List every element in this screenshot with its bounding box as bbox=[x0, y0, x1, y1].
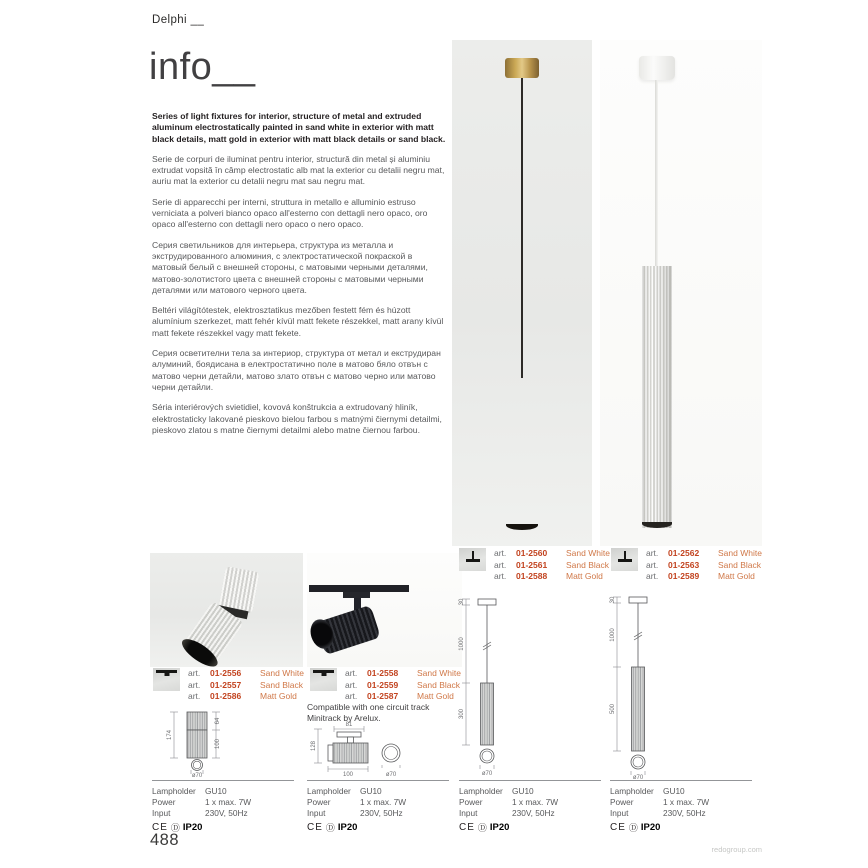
art-label: art. bbox=[345, 679, 358, 690]
page-title: info__ bbox=[149, 46, 256, 88]
variant-rows bbox=[646, 548, 762, 583]
spec-label: Lampholder bbox=[459, 786, 503, 796]
product-photo-pendant-gold bbox=[452, 40, 592, 546]
variant-legend-pendant-300 bbox=[459, 548, 610, 583]
insulation-class-icon: Ⓓ bbox=[325, 823, 335, 833]
pendant-canopy bbox=[505, 58, 539, 78]
pendant-mount-icon bbox=[611, 548, 638, 571]
spec-value: 1 x max. 7W bbox=[360, 797, 407, 807]
ip-rating: IP20 bbox=[337, 822, 358, 833]
article-code: 01-2556 bbox=[210, 668, 242, 678]
spec-value: 1 x max. 7W bbox=[512, 797, 559, 807]
track-glyph-icon bbox=[313, 670, 334, 673]
intro-paragraph-ro: Serie de corpuri de iluminat pentru interior, structură din metal și aluminiu extrudat vopsită în câmp electrostatic alb mat la exterior cu detalii negru mat, auriu mat la exterior cu detalii negru mat sau negru mat. bbox=[152, 153, 445, 187]
finish-name: Sand Black bbox=[718, 559, 761, 570]
art-label: art. bbox=[494, 548, 507, 558]
article-code: 01-2560 bbox=[516, 548, 548, 558]
spec-value: 230V, 50Hz bbox=[360, 808, 403, 818]
track-compatibility-note: Compatible with one circuit track Minitrack by Arelux. bbox=[307, 702, 430, 723]
pendant-cylinder bbox=[505, 378, 539, 530]
art-label: art. bbox=[646, 559, 659, 570]
dim-diameter: ø70 bbox=[191, 773, 203, 778]
art-label: art. bbox=[646, 548, 659, 558]
spec-label: Power bbox=[307, 797, 331, 807]
ip-rating: IP20 bbox=[640, 822, 661, 833]
art-label: art. bbox=[188, 679, 201, 690]
spec-value: 230V, 50Hz bbox=[205, 808, 248, 818]
dimension-drawing-track-spot bbox=[303, 720, 417, 778]
pendant-canopy bbox=[639, 56, 675, 80]
finish-name: Matt Gold bbox=[417, 691, 454, 702]
dim-diameter: ø70 bbox=[632, 775, 644, 781]
spec-value: 230V, 50Hz bbox=[512, 808, 555, 818]
variant-legend-pendant-500 bbox=[611, 548, 762, 583]
spec-label: Lampholder bbox=[152, 786, 196, 796]
ce-mark-icon: CE bbox=[307, 822, 323, 833]
spec-label: Power bbox=[459, 797, 483, 807]
page-number: 488 bbox=[150, 831, 180, 849]
finish-name: Sand White bbox=[260, 668, 304, 678]
spec-block-ceiling-spot bbox=[152, 780, 294, 834]
insulation-class-icon: Ⓓ bbox=[628, 823, 638, 833]
dim-body-length: 100 bbox=[342, 772, 354, 778]
art-label: art. bbox=[188, 668, 201, 678]
dim-bottom-section: 100 bbox=[215, 738, 221, 750]
intro-lead-en: Series of light fixtures for interior, structure of metal and extruded aluminum electrostatically painted in sand white in exterior with matt black details, matt gold in exterior with matt black details or sand black. bbox=[152, 111, 446, 144]
spec-value: GU10 bbox=[360, 786, 382, 796]
article-code: 01-2563 bbox=[668, 559, 700, 570]
variant-rows bbox=[188, 668, 304, 703]
finish-name: Sand White bbox=[718, 548, 762, 558]
pendant-mount-icon bbox=[459, 548, 486, 571]
variant-legend-track-spot bbox=[310, 668, 461, 703]
finish-name: Matt Gold bbox=[566, 571, 603, 582]
spec-value: GU10 bbox=[512, 786, 534, 796]
dim-total-height: 174 bbox=[167, 729, 173, 741]
spec-label: Lampholder bbox=[307, 786, 351, 796]
spec-label: Input bbox=[152, 808, 171, 818]
spec-value: GU10 bbox=[663, 786, 685, 796]
spec-value: GU10 bbox=[205, 786, 227, 796]
dim-diameter: ø70 bbox=[385, 772, 397, 778]
spec-label: Power bbox=[610, 797, 634, 807]
dim-total-height: 128 bbox=[311, 740, 317, 752]
ce-mark-icon: CE bbox=[459, 822, 475, 833]
spec-block-track-spot bbox=[307, 780, 449, 834]
spec-value: 230V, 50Hz bbox=[663, 808, 706, 818]
variant-rows bbox=[494, 548, 610, 583]
intro-paragraph-it: Serie di apparecchi per interni, struttura in metallo e alluminio estruso verniciata a polveri bianco opaco all'esterno con dettagli nero opaco, oro opaco all'esterno con dettagli nero opaco o nero opaco. bbox=[152, 196, 428, 230]
pendant-glyph-icon bbox=[472, 551, 474, 559]
art-label: art. bbox=[345, 691, 358, 702]
dim-suspension: 1000 bbox=[610, 628, 616, 642]
dim-body: 500 bbox=[610, 703, 616, 715]
dimension-drawing-pendant-300 bbox=[453, 591, 515, 779]
intro-text bbox=[152, 111, 448, 445]
finish-name: Matt Gold bbox=[718, 571, 755, 582]
product-photo-ceiling-spot bbox=[150, 553, 303, 667]
spec-label: Power bbox=[152, 797, 176, 807]
finish-name: Sand Black bbox=[417, 679, 460, 690]
article-code: 01-2586 bbox=[210, 691, 242, 702]
article-code: 01-2558 bbox=[367, 668, 399, 678]
dimension-drawing-ceiling-spot bbox=[149, 706, 245, 778]
finish-name: Sand Black bbox=[566, 559, 609, 570]
spec-label: Lampholder bbox=[610, 786, 654, 796]
dimension-drawing-pendant-500 bbox=[604, 589, 666, 781]
article-code: 01-2559 bbox=[367, 679, 399, 690]
article-code: 01-2561 bbox=[516, 559, 548, 570]
ce-mark-icon: CE bbox=[610, 822, 626, 833]
spec-label: Input bbox=[459, 808, 478, 818]
dim-canopy: 30 bbox=[610, 596, 616, 604]
article-code: 01-2562 bbox=[668, 548, 700, 558]
intro-paragraph-sk: Séria interiérových svietidiel, kovová konštrukcia a extrudovaný hliník, elektrostaticky lakované pieskovo bielou farbou s matnými čiernymi detailmi, pieskovo zlatou s matne čiernymi detailmi alebo matne čiernou farbou. bbox=[152, 402, 442, 435]
pendant-glyph-icon bbox=[624, 551, 626, 559]
dim-diameter: ø70 bbox=[481, 771, 493, 777]
ip-rating: IP20 bbox=[182, 822, 203, 833]
dim-top-section: 64 bbox=[215, 717, 221, 725]
art-label: art. bbox=[646, 571, 659, 582]
variant-rows bbox=[345, 668, 461, 703]
variant-legend-ceiling-spot bbox=[153, 668, 304, 703]
ip-rating: IP20 bbox=[489, 822, 510, 833]
article-code: 01-2589 bbox=[668, 571, 700, 582]
pendant-cable bbox=[655, 80, 658, 266]
pendant-cylinder bbox=[642, 266, 672, 528]
product-photo-track-spot bbox=[307, 553, 462, 667]
finish-name: Sand White bbox=[417, 668, 461, 678]
dim-suspension: 1000 bbox=[459, 637, 465, 651]
spec-label: Input bbox=[307, 808, 326, 818]
pendant-cable bbox=[521, 78, 523, 378]
spec-value: 1 x max. 7W bbox=[205, 797, 252, 807]
dim-adapter-width: 81 bbox=[345, 722, 353, 728]
article-code: 01-2557 bbox=[210, 679, 242, 690]
spot-lens bbox=[178, 634, 222, 667]
website-url: redogroup.com bbox=[711, 845, 762, 854]
track-mount-icon bbox=[310, 668, 337, 691]
article-code: 01-2587 bbox=[367, 691, 399, 702]
spec-label: Input bbox=[610, 808, 629, 818]
finish-name: Matt Gold bbox=[260, 691, 297, 702]
dim-body: 300 bbox=[459, 708, 465, 720]
art-label: art. bbox=[494, 559, 507, 570]
spec-block-pendant-300 bbox=[459, 780, 601, 834]
spec-value: 1 x max. 7W bbox=[663, 797, 710, 807]
finish-name: Sand White bbox=[566, 548, 610, 558]
dim-canopy: 30 bbox=[459, 598, 465, 606]
ce-mark-icon: CE bbox=[152, 822, 168, 833]
surface-mount-icon bbox=[153, 668, 180, 691]
intro-paragraph-ru: Серия светильников для интерьера, структура из металла и экструдированного алюминия, с электростатической покраской в матовый белый с внешней стороны, с матовыми черными деталями, матово-золотистого цвета с внешней стороны с матовыми черными деталями или матового черного цвета. bbox=[152, 239, 428, 295]
finish-name: Sand Black bbox=[260, 679, 303, 690]
spec-block-pendant-500 bbox=[610, 780, 752, 834]
insulation-class-icon: Ⓓ bbox=[170, 823, 180, 833]
series-name: Delphi __ bbox=[152, 14, 205, 26]
product-photo-pendant-white bbox=[600, 40, 762, 546]
track-rail bbox=[309, 585, 409, 592]
intro-paragraph-hu: Beltéri világítótestek, elektrosztatikus mezőben festett fém és húzott alumínium szerkezet, matt fehér kívül matt fekete részekkel, matt arany kívül matt fekete részekkel vagy matt fekete. bbox=[152, 305, 444, 338]
article-code: 01-2588 bbox=[516, 571, 548, 582]
art-label: art. bbox=[494, 571, 507, 582]
surface-glyph-icon bbox=[156, 670, 177, 673]
art-label: art. bbox=[188, 691, 201, 702]
insulation-class-icon: Ⓓ bbox=[477, 823, 487, 833]
art-label: art. bbox=[345, 668, 358, 678]
intro-paragraph-bg: Серия осветителни тела за интериор, структура от метал и екструдиран алуминий, боядисана в електростатично поле в матово бяло отвън с матово черни детайли, матово злато отвън с матово черно или матово черни детайли. bbox=[152, 348, 441, 392]
